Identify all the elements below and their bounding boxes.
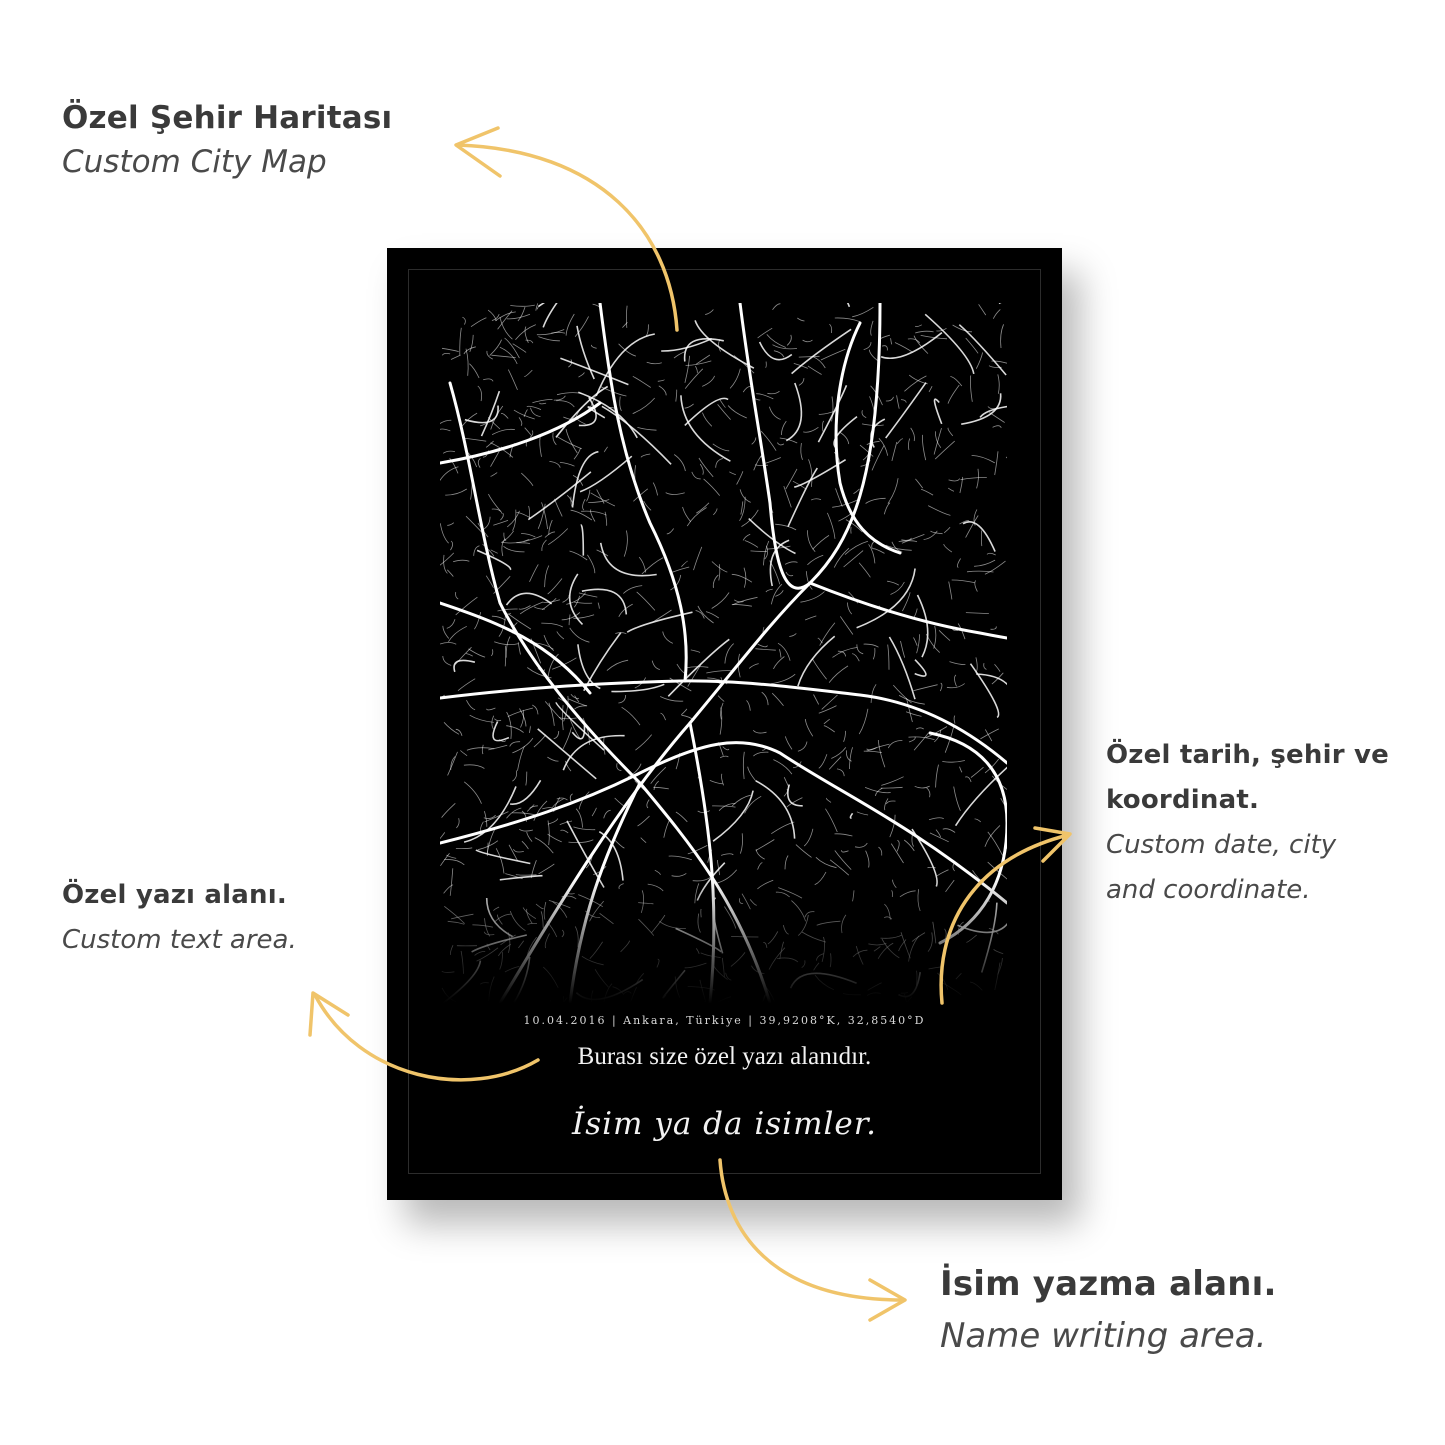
city-map-title: Özel Şehir Haritası — [62, 100, 393, 136]
arrow-city-map — [458, 145, 677, 330]
date-city-title-line1: Özel tarih, şehir ve — [1106, 740, 1389, 770]
text-area-title: Özel yazı alanı. — [62, 880, 287, 910]
arrow-name-area — [720, 1160, 903, 1300]
date-city-subtitle-line1: Custom date, city — [1106, 830, 1337, 860]
city-map-subtitle: Custom City Map — [62, 144, 327, 180]
name-area-title: İsim yazma alanı. — [940, 1264, 1277, 1304]
poster-names: İsim ya da isimler. — [571, 1106, 877, 1142]
poster-date-city-coordinates: 10.04.2016 | Ankara, Türkiye | 39,9208°K, 32,8540°D — [523, 1014, 926, 1027]
poster-custom-text: Burası size özel yazı alanıdır. — [577, 1043, 872, 1070]
arrowhead-city-map — [456, 128, 500, 176]
text-area-subtitle: Custom text area. — [62, 925, 297, 955]
date-city-subtitle-line2: and coordinate. — [1106, 875, 1311, 905]
arrow-text-area — [315, 995, 538, 1080]
date-city-title-line2: koordinat. — [1106, 785, 1260, 815]
name-area-subtitle: Name writing area. — [940, 1316, 1267, 1356]
arrow-date-city — [941, 835, 1068, 1003]
